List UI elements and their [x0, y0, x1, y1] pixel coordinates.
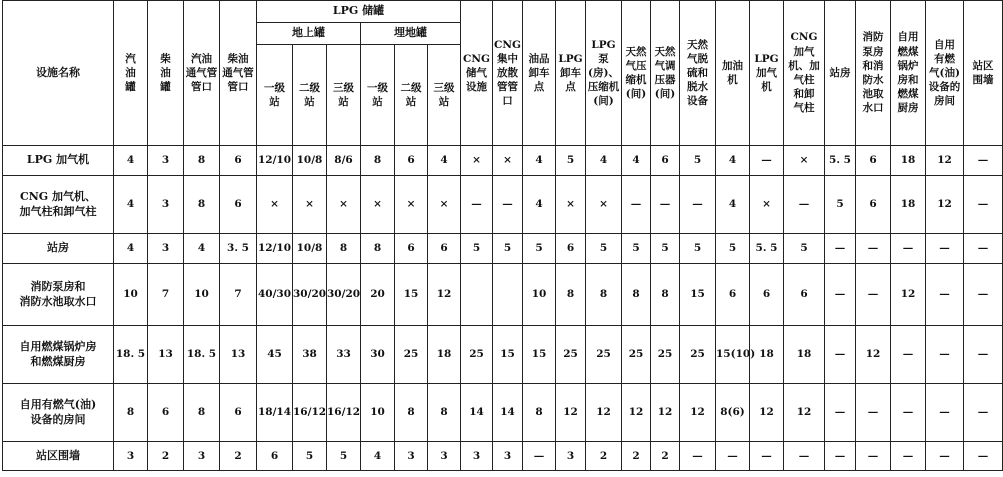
header-fuel-dispenser: 加油 机 [716, 1, 750, 146]
cell: 25 [586, 326, 622, 384]
cell: 10/8 [293, 146, 327, 176]
header-fire-pump: 消防 泵房 和消 防水 池取 水口 [856, 1, 891, 146]
cell: 6 [651, 146, 680, 176]
cell: 15 [523, 326, 556, 384]
cell: × [556, 176, 586, 234]
cell: 5 [825, 176, 856, 234]
header-lpg-tank: LPG 储罐 [257, 1, 461, 23]
cell: 13 [220, 326, 257, 384]
header-fence: 站区 围墙 [964, 1, 1003, 146]
cell: — [926, 264, 964, 326]
cell: × [428, 176, 461, 234]
header-diesel-tank: 柴 油 罐 [148, 1, 184, 146]
cell: 4 [114, 146, 148, 176]
cell: — [964, 384, 1003, 442]
cell: 6 [220, 384, 257, 442]
cell: 4 [622, 146, 651, 176]
cell: 25 [395, 326, 428, 384]
cell: 18 [784, 326, 825, 384]
cell: 12 [680, 384, 716, 442]
cell: 18/14 [257, 384, 293, 442]
header-cng-vent: CNG 集中 放散 管管 口 [493, 1, 523, 146]
cell: 5 [651, 234, 680, 264]
header-buried-level3: 三级 站 [428, 45, 461, 146]
cell: 12 [891, 264, 926, 326]
cell: 4 [716, 176, 750, 234]
cell: 6 [395, 146, 428, 176]
cell: × [586, 176, 622, 234]
cell: 6 [856, 146, 891, 176]
cell: — [825, 264, 856, 326]
header-oil-unload: 油品 卸车 点 [523, 1, 556, 146]
cell: 8 [114, 384, 148, 442]
cell: 7 [148, 264, 184, 326]
cell: — [825, 326, 856, 384]
cell: 12/10 [257, 234, 293, 264]
cell: 15 [680, 264, 716, 326]
row-name: LPG 加气机 [3, 146, 114, 176]
cell: 18 [428, 326, 461, 384]
cell: × [461, 146, 493, 176]
cell: 18 [750, 326, 784, 384]
cell: — [926, 442, 964, 471]
cell: 45 [257, 326, 293, 384]
cell: 6 [856, 176, 891, 234]
cell: — [964, 146, 1003, 176]
cell: 8 [586, 264, 622, 326]
cell: — [964, 264, 1003, 326]
cell: — [750, 146, 784, 176]
cell: 16/12 [327, 384, 361, 442]
cell: — [964, 234, 1003, 264]
cell: — [622, 176, 651, 234]
cell: 6 [784, 264, 825, 326]
cell: 8 [622, 264, 651, 326]
header-buried: 埋地罐 [361, 23, 461, 45]
header-station-house: 站房 [825, 1, 856, 146]
cell: 14 [493, 384, 523, 442]
cell: 4 [586, 146, 622, 176]
header-above-ground: 地上罐 [257, 23, 361, 45]
cell: 12 [784, 384, 825, 442]
cell: 8 [361, 234, 395, 264]
header-gas-room: 自用 有燃 气(油) 设备的 房间 [926, 1, 964, 146]
cell: 3. 5 [220, 234, 257, 264]
header-ng-compressor: 天然 气压 缩机 (间) [622, 1, 651, 146]
cell: × [395, 176, 428, 234]
header-ng-desulfur: 天然 气脱 硫和 脱水 设备 [680, 1, 716, 146]
cell: 6 [395, 234, 428, 264]
cell: 8 [361, 146, 395, 176]
cell: 5 [622, 234, 651, 264]
cell: 2 [622, 442, 651, 471]
header-above-level3: 三级 站 [327, 45, 361, 146]
cell: 14 [461, 384, 493, 442]
cell: — [856, 264, 891, 326]
cell: — [964, 326, 1003, 384]
cell: 3 [114, 442, 148, 471]
cell: 3 [148, 234, 184, 264]
cell: 33 [327, 326, 361, 384]
cell: — [964, 442, 1003, 471]
cell: 6 [220, 176, 257, 234]
cell: 40/30 [257, 264, 293, 326]
cell: 3 [556, 442, 586, 471]
cell: 8 [184, 176, 220, 234]
cell: 12 [750, 384, 784, 442]
cell: — [493, 176, 523, 234]
cell: — [680, 442, 716, 471]
cell: 6 [220, 146, 257, 176]
cell: 12 [926, 146, 964, 176]
cell: 6 [257, 442, 293, 471]
cell [493, 264, 523, 326]
cell: — [964, 176, 1003, 234]
cell: 5. 5 [825, 146, 856, 176]
cell: — [825, 442, 856, 471]
cell: 3 [493, 442, 523, 471]
cell: — [856, 384, 891, 442]
cell: 15 [395, 264, 428, 326]
cell: 3 [184, 442, 220, 471]
cell: 4 [184, 234, 220, 264]
cell: 15(10) [716, 326, 750, 384]
cell: 5 [556, 146, 586, 176]
cell: 3 [461, 442, 493, 471]
cell: 8 [651, 264, 680, 326]
cell: 5 [680, 146, 716, 176]
cell: 8(6) [716, 384, 750, 442]
cell: 25 [461, 326, 493, 384]
cell: 30/20 [327, 264, 361, 326]
header-diesel-vent: 柴油 通气管 管口 [220, 1, 257, 146]
cell: × [750, 176, 784, 234]
cell: 12 [586, 384, 622, 442]
cell: × [327, 176, 361, 234]
cell: — [716, 442, 750, 471]
cell: — [891, 234, 926, 264]
cell: 25 [651, 326, 680, 384]
cell [461, 264, 493, 326]
header-lpg-unload: LPG 卸车 点 [556, 1, 586, 146]
cell: — [651, 176, 680, 234]
cell: — [750, 442, 784, 471]
cell: 5 [493, 234, 523, 264]
cell: — [461, 176, 493, 234]
header-cng-storage: CNG 储气 设施 [461, 1, 493, 146]
cell: 4 [114, 176, 148, 234]
cell: 3 [148, 176, 184, 234]
cell: 18. 5 [184, 326, 220, 384]
cell: 8/6 [327, 146, 361, 176]
cell: 2 [586, 442, 622, 471]
row-name: 站区围墙 [3, 442, 114, 471]
cell: 16/12 [293, 384, 327, 442]
row-name: 自用燃煤锅炉房 和燃煤厨房 [3, 326, 114, 384]
cell: 3 [395, 442, 428, 471]
cell: 7 [220, 264, 257, 326]
cell: 18. 5 [114, 326, 148, 384]
cell: × [361, 176, 395, 234]
cell: 2 [220, 442, 257, 471]
cell: — [856, 442, 891, 471]
cell: 12 [622, 384, 651, 442]
cell: 12 [428, 264, 461, 326]
cell: 8 [184, 146, 220, 176]
header-buried-level1: 一级 站 [361, 45, 395, 146]
cell: 30/20 [293, 264, 327, 326]
cell: 6 [428, 234, 461, 264]
header-above-level2: 二级 站 [293, 45, 327, 146]
cell: 15 [493, 326, 523, 384]
cell: 2 [651, 442, 680, 471]
cell: — [825, 234, 856, 264]
header-ng-regulator: 天然 气调 压器 (间) [651, 1, 680, 146]
cell: 12/10 [257, 146, 293, 176]
cell: 4 [716, 146, 750, 176]
cell: × [293, 176, 327, 234]
cell: 10/8 [293, 234, 327, 264]
cell: — [825, 384, 856, 442]
header-coal-boiler: 自用 燃煤 锅炉 房和 燃煤 厨房 [891, 1, 926, 146]
cell: 5 [293, 442, 327, 471]
cell: 8 [523, 384, 556, 442]
cell: 30 [361, 326, 395, 384]
cell: — [784, 176, 825, 234]
cell: — [891, 326, 926, 384]
cell: 4 [428, 146, 461, 176]
cell: 4 [361, 442, 395, 471]
cell: 12 [556, 384, 586, 442]
cell: 3 [148, 146, 184, 176]
cell: 25 [622, 326, 651, 384]
cell: 8 [556, 264, 586, 326]
header-gasoline-vent: 汽油 通气管 管口 [184, 1, 220, 146]
cell: 8 [428, 384, 461, 442]
right-distance-table [492, 0, 1003, 471]
left-distance-table [2, 0, 493, 471]
cell: 6 [148, 384, 184, 442]
row-name: CNG 加气机、 加气柱和卸气柱 [3, 176, 114, 234]
cell: — [926, 384, 964, 442]
header-above-level1: 一级 站 [257, 45, 293, 146]
cell: 6 [750, 264, 784, 326]
cell: — [891, 442, 926, 471]
cell: 18 [891, 176, 926, 234]
cell: 38 [293, 326, 327, 384]
cell: 12 [856, 326, 891, 384]
cell: 18 [891, 146, 926, 176]
cell: 12 [926, 176, 964, 234]
cell: × [257, 176, 293, 234]
header-lpg-dispenser: LPG 加气 机 [750, 1, 784, 146]
cell: 5 [461, 234, 493, 264]
cell: 10 [361, 384, 395, 442]
header-device-name: 设施名称 [3, 1, 114, 146]
cell: 20 [361, 264, 395, 326]
cell: 5 [680, 234, 716, 264]
header-gasoline-tank: 汽 油 罐 [114, 1, 148, 146]
cell: 5 [784, 234, 825, 264]
cell: 8 [184, 384, 220, 442]
row-name: 消防泵房和 消防水池取水口 [3, 264, 114, 326]
cell: — [680, 176, 716, 234]
cell: 2 [148, 442, 184, 471]
cell: × [784, 146, 825, 176]
cell: 5 [327, 442, 361, 471]
cell: 4 [523, 146, 556, 176]
header-buried-level2: 二级 站 [395, 45, 428, 146]
cell: 12 [651, 384, 680, 442]
cell: 8 [327, 234, 361, 264]
row-name: 站房 [3, 234, 114, 264]
cell: — [784, 442, 825, 471]
cell: 3 [428, 442, 461, 471]
cell: 8 [395, 384, 428, 442]
cell: — [856, 234, 891, 264]
cell: 5. 5 [750, 234, 784, 264]
cell: — [926, 326, 964, 384]
cell: 5 [523, 234, 556, 264]
cell: 25 [556, 326, 586, 384]
cell: 5 [586, 234, 622, 264]
cell: 25 [680, 326, 716, 384]
cell: 5 [716, 234, 750, 264]
cell: 13 [148, 326, 184, 384]
cell: 10 [114, 264, 148, 326]
cell: 10 [523, 264, 556, 326]
header-lpg-pump: LPG 泵(房)、 压缩机 (间) [586, 1, 622, 146]
cell: — [891, 384, 926, 442]
row-name: 自用有燃气(油) 设备的房间 [3, 384, 114, 442]
cell: 4 [523, 176, 556, 234]
header-cng-dispenser: CNG 加气 机、加 气柱 和卸 气柱 [784, 1, 825, 146]
cell: — [523, 442, 556, 471]
cell: — [926, 234, 964, 264]
cell: 10 [184, 264, 220, 326]
cell: 6 [556, 234, 586, 264]
cell: 4 [114, 234, 148, 264]
cell: × [493, 146, 523, 176]
cell: 6 [716, 264, 750, 326]
